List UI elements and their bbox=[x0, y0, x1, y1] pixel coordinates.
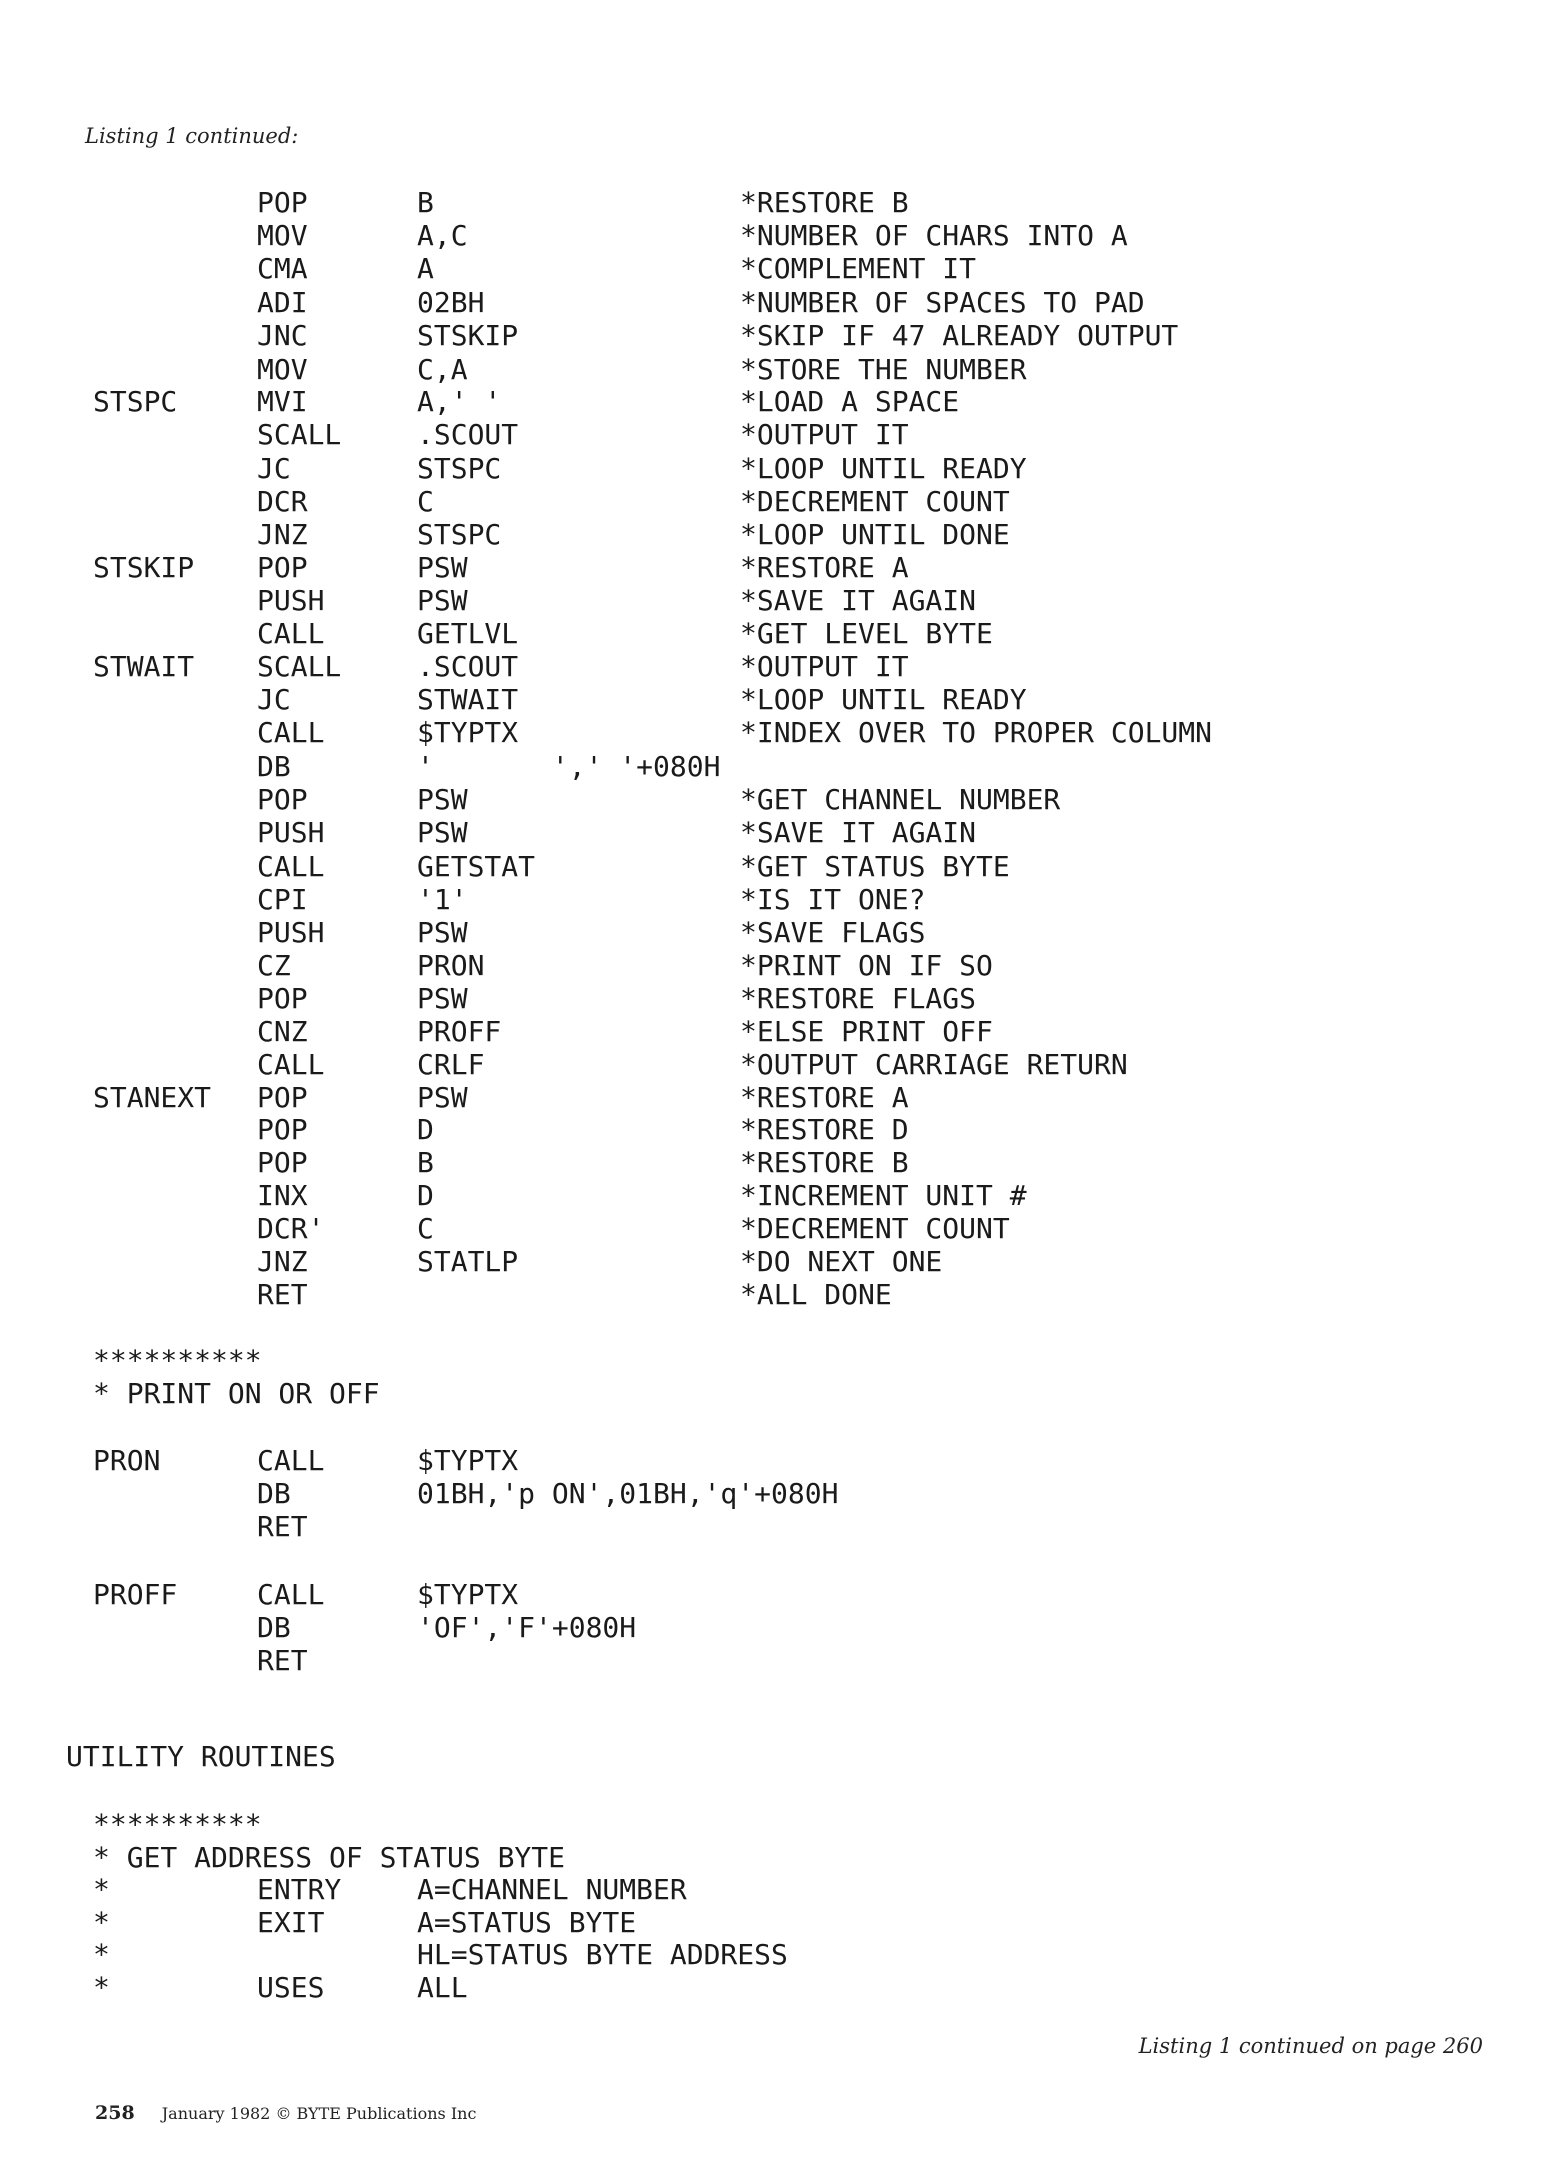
code-opcode: DB bbox=[257, 1477, 291, 1510]
code-text: * GET ADDRESS OF STATUS BYTE bbox=[93, 1841, 566, 1874]
code-text-line bbox=[0, 1808, 1558, 1842]
code-line bbox=[0, 518, 1558, 552]
code-opcode: JNC bbox=[257, 319, 308, 352]
code-comment: *SAVE IT AGAIN bbox=[740, 816, 977, 849]
code-operand: STATLP bbox=[417, 1245, 519, 1278]
code-opcode: POP bbox=[257, 783, 308, 816]
code-operand: .SCOUT bbox=[417, 418, 519, 451]
code-opcode: DB bbox=[257, 1611, 291, 1644]
code-opcode: EXIT bbox=[257, 1906, 325, 1939]
code-line bbox=[0, 1048, 1558, 1082]
code-line bbox=[0, 1179, 1558, 1213]
code-line bbox=[0, 982, 1558, 1016]
page-footer bbox=[95, 2102, 476, 2124]
code-comment: *OUTPUT IT bbox=[740, 650, 909, 683]
code-opcode: POP bbox=[257, 1113, 308, 1146]
code-line bbox=[0, 949, 1558, 983]
code-line bbox=[0, 219, 1558, 253]
code-operand: STWAIT bbox=[417, 683, 519, 716]
code-label: STWAIT bbox=[93, 650, 195, 683]
code-comment: *NUMBER OF SPACES TO PAD bbox=[740, 286, 1145, 319]
code-comment: *LOOP UNTIL DONE bbox=[740, 518, 1010, 551]
code-operand: A,C bbox=[417, 219, 468, 252]
code-line bbox=[0, 716, 1558, 750]
code-operand: HL=STATUS BYTE ADDRESS bbox=[417, 1938, 788, 1971]
code-line bbox=[0, 1906, 1558, 1940]
code-opcode: CALL bbox=[257, 850, 325, 883]
code-operand: 02BH bbox=[417, 286, 485, 319]
code-comment: *RESTORE FLAGS bbox=[740, 982, 977, 1015]
code-opcode: CALL bbox=[257, 716, 325, 749]
code-opcode: JNZ bbox=[257, 518, 308, 551]
code-comment: *STORE THE NUMBER bbox=[740, 353, 1027, 386]
code-line bbox=[0, 850, 1558, 884]
code-line bbox=[0, 485, 1558, 519]
page-number: 258 bbox=[95, 2102, 135, 2124]
code-text: * PRINT ON OR OFF bbox=[93, 1377, 380, 1410]
code-text-line bbox=[0, 1740, 1558, 1774]
code-line bbox=[0, 1444, 1558, 1478]
code-comment: *LOOP UNTIL READY bbox=[740, 452, 1027, 485]
code-line bbox=[0, 551, 1558, 585]
code-opcode: RET bbox=[257, 1510, 308, 1543]
listing-caption: Listing 1 continued: bbox=[85, 124, 299, 148]
code-opcode: CPI bbox=[257, 883, 308, 916]
code-comment: *INDEX OVER TO PROPER COLUMN bbox=[740, 716, 1213, 749]
code-opcode: POP bbox=[257, 1081, 308, 1114]
code-opcode: INX bbox=[257, 1179, 308, 1212]
code-opcode: JC bbox=[257, 683, 291, 716]
code-line bbox=[0, 816, 1558, 850]
code-operand: PSW bbox=[417, 584, 468, 617]
code-label: STSKIP bbox=[93, 551, 195, 584]
code-opcode: SCALL bbox=[257, 418, 342, 451]
code-operand: PROFF bbox=[417, 1015, 502, 1048]
code-line bbox=[0, 1113, 1558, 1147]
code-comment: *IS IT ONE? bbox=[740, 883, 926, 916]
code-comment: *PRINT ON IF SO bbox=[740, 949, 993, 982]
code-comment: *RESTORE D bbox=[740, 1113, 909, 1146]
code-line bbox=[0, 883, 1558, 917]
code-operand: A,' ' bbox=[417, 385, 502, 418]
code-text-line bbox=[0, 1377, 1558, 1411]
code-opcode: POP bbox=[257, 551, 308, 584]
code-line bbox=[0, 385, 1558, 419]
code-line bbox=[0, 1611, 1558, 1645]
code-opcode: CALL bbox=[257, 617, 325, 650]
code-comment: *SAVE FLAGS bbox=[740, 916, 926, 949]
code-operand: PRON bbox=[417, 949, 485, 982]
code-operand: B bbox=[417, 1146, 434, 1179]
code-operand: GETSTAT bbox=[417, 850, 536, 883]
code-operand: C bbox=[417, 485, 434, 518]
code-line bbox=[0, 353, 1558, 387]
code-line bbox=[0, 1146, 1558, 1180]
code-line bbox=[0, 650, 1558, 684]
code-operand: PSW bbox=[417, 982, 468, 1015]
code-operand: GETLVL bbox=[417, 617, 519, 650]
code-comment: *GET LEVEL BYTE bbox=[740, 617, 993, 650]
code-label: PROFF bbox=[93, 1578, 178, 1611]
code-opcode: ADI bbox=[257, 286, 308, 319]
code-opcode: RET bbox=[257, 1278, 308, 1311]
code-operand: A bbox=[417, 252, 434, 285]
code-text: ********** bbox=[93, 1808, 262, 1841]
code-operand: ALL bbox=[417, 1971, 468, 2004]
code-text-line bbox=[0, 1344, 1558, 1378]
code-opcode: RET bbox=[257, 1644, 308, 1677]
code-line bbox=[0, 1510, 1558, 1544]
code-label: STANEXT bbox=[93, 1081, 212, 1114]
code-operand: PSW bbox=[417, 1081, 468, 1114]
code-operand: PSW bbox=[417, 916, 468, 949]
code-comment: *LOOP UNTIL READY bbox=[740, 683, 1027, 716]
code-operand: PSW bbox=[417, 816, 468, 849]
code-comment: *SKIP IF 47 ALREADY OUTPUT bbox=[740, 319, 1179, 352]
code-operand: PSW bbox=[417, 551, 468, 584]
code-line bbox=[0, 683, 1558, 717]
code-operand: $TYPTX bbox=[417, 1578, 519, 1611]
code-operand: CRLF bbox=[417, 1048, 485, 1081]
code-opcode: CZ bbox=[257, 949, 291, 982]
code-opcode: DCR' bbox=[257, 1212, 325, 1245]
code-label: * bbox=[93, 1873, 110, 1906]
code-line bbox=[0, 418, 1558, 452]
code-comment: *LOAD A SPACE bbox=[740, 385, 960, 418]
code-line bbox=[0, 1938, 1558, 1972]
code-text: UTILITY ROUTINES bbox=[66, 1740, 336, 1773]
code-opcode: JC bbox=[257, 452, 291, 485]
code-opcode: POP bbox=[257, 186, 308, 219]
code-comment: *SAVE IT AGAIN bbox=[740, 584, 977, 617]
code-opcode: CALL bbox=[257, 1578, 325, 1611]
code-line bbox=[0, 1873, 1558, 1907]
code-opcode: MOV bbox=[257, 219, 308, 252]
code-comment: *ALL DONE bbox=[740, 1278, 892, 1311]
code-line bbox=[0, 1971, 1558, 2005]
code-line bbox=[0, 617, 1558, 651]
code-line bbox=[0, 186, 1558, 220]
code-operand: A=STATUS BYTE bbox=[417, 1906, 637, 1939]
code-text: ********** bbox=[93, 1344, 262, 1377]
code-line bbox=[0, 1081, 1558, 1115]
code-comment: *INCREMENT UNIT # bbox=[740, 1179, 1027, 1212]
code-line bbox=[0, 1212, 1558, 1246]
code-line bbox=[0, 584, 1558, 618]
code-line bbox=[0, 916, 1558, 950]
code-label: STSPC bbox=[93, 385, 178, 418]
code-opcode: PUSH bbox=[257, 916, 325, 949]
code-line bbox=[0, 1578, 1558, 1612]
code-comment: *RESTORE A bbox=[740, 1081, 909, 1114]
code-operand: C,A bbox=[417, 353, 468, 386]
code-opcode: DCR bbox=[257, 485, 308, 518]
code-label: PRON bbox=[93, 1444, 161, 1477]
code-line bbox=[0, 252, 1558, 286]
code-opcode: CNZ bbox=[257, 1015, 308, 1048]
code-operand: $TYPTX bbox=[417, 716, 519, 749]
code-opcode: PUSH bbox=[257, 584, 325, 617]
code-opcode: PUSH bbox=[257, 816, 325, 849]
code-operand: .SCOUT bbox=[417, 650, 519, 683]
publication-line: January 1982 © BYTE Publications Inc bbox=[161, 2104, 477, 2123]
continued-note: Listing 1 continued on page 260 bbox=[1138, 2034, 1483, 2058]
code-opcode: USES bbox=[257, 1971, 325, 2004]
code-operand: D bbox=[417, 1113, 434, 1146]
code-operand: PSW bbox=[417, 783, 468, 816]
code-line bbox=[0, 1015, 1558, 1049]
code-line bbox=[0, 783, 1558, 817]
code-opcode: MOV bbox=[257, 353, 308, 386]
code-line bbox=[0, 1245, 1558, 1279]
code-comment: *COMPLEMENT IT bbox=[740, 252, 977, 285]
code-operand: 'OF','F'+080H bbox=[417, 1611, 637, 1644]
code-opcode: POP bbox=[257, 1146, 308, 1179]
code-label: * bbox=[93, 1906, 110, 1939]
code-line bbox=[0, 319, 1558, 353]
code-operand: 01BH,'p ON',01BH,'q'+080H bbox=[417, 1477, 839, 1510]
code-opcode: CALL bbox=[257, 1444, 325, 1477]
code-comment: *RESTORE B bbox=[740, 1146, 909, 1179]
code-opcode: SCALL bbox=[257, 650, 342, 683]
code-comment: *GET STATUS BYTE bbox=[740, 850, 1010, 883]
code-comment: *RESTORE A bbox=[740, 551, 909, 584]
code-line bbox=[0, 1278, 1558, 1312]
code-operand: C bbox=[417, 1212, 434, 1245]
code-operand: STSKIP bbox=[417, 319, 519, 352]
code-operand: A=CHANNEL NUMBER bbox=[417, 1873, 687, 1906]
code-comment: *OUTPUT CARRIAGE RETURN bbox=[740, 1048, 1128, 1081]
code-line bbox=[0, 750, 1558, 784]
code-line bbox=[0, 286, 1558, 320]
code-comment: *NUMBER OF CHARS INTO A bbox=[740, 219, 1128, 252]
code-opcode: POP bbox=[257, 982, 308, 1015]
code-label: * bbox=[93, 1971, 110, 2004]
code-operand: B bbox=[417, 186, 434, 219]
code-comment: *RESTORE B bbox=[740, 186, 909, 219]
code-line bbox=[0, 452, 1558, 486]
code-comment: *GET CHANNEL NUMBER bbox=[740, 783, 1061, 816]
code-line bbox=[0, 1477, 1558, 1511]
code-label: * bbox=[93, 1938, 110, 1971]
code-opcode: MVI bbox=[257, 385, 308, 418]
code-comment: *OUTPUT IT bbox=[740, 418, 909, 451]
code-operand: STSPC bbox=[417, 452, 502, 485]
code-operand: ' ',' '+080H bbox=[417, 750, 721, 783]
code-operand: $TYPTX bbox=[417, 1444, 519, 1477]
code-operand: D bbox=[417, 1179, 434, 1212]
code-comment: *ELSE PRINT OFF bbox=[740, 1015, 993, 1048]
code-operand: STSPC bbox=[417, 518, 502, 551]
code-comment: *DECREMENT COUNT bbox=[740, 1212, 1010, 1245]
code-opcode: CMA bbox=[257, 252, 308, 285]
code-line bbox=[0, 1644, 1558, 1678]
code-opcode: DB bbox=[257, 750, 291, 783]
code-operand: '1' bbox=[417, 883, 468, 916]
code-opcode: ENTRY bbox=[257, 1873, 342, 1906]
code-comment: *DO NEXT ONE bbox=[740, 1245, 943, 1278]
code-text-line bbox=[0, 1841, 1558, 1875]
code-opcode: JNZ bbox=[257, 1245, 308, 1278]
code-comment: *DECREMENT COUNT bbox=[740, 485, 1010, 518]
code-opcode: CALL bbox=[257, 1048, 325, 1081]
